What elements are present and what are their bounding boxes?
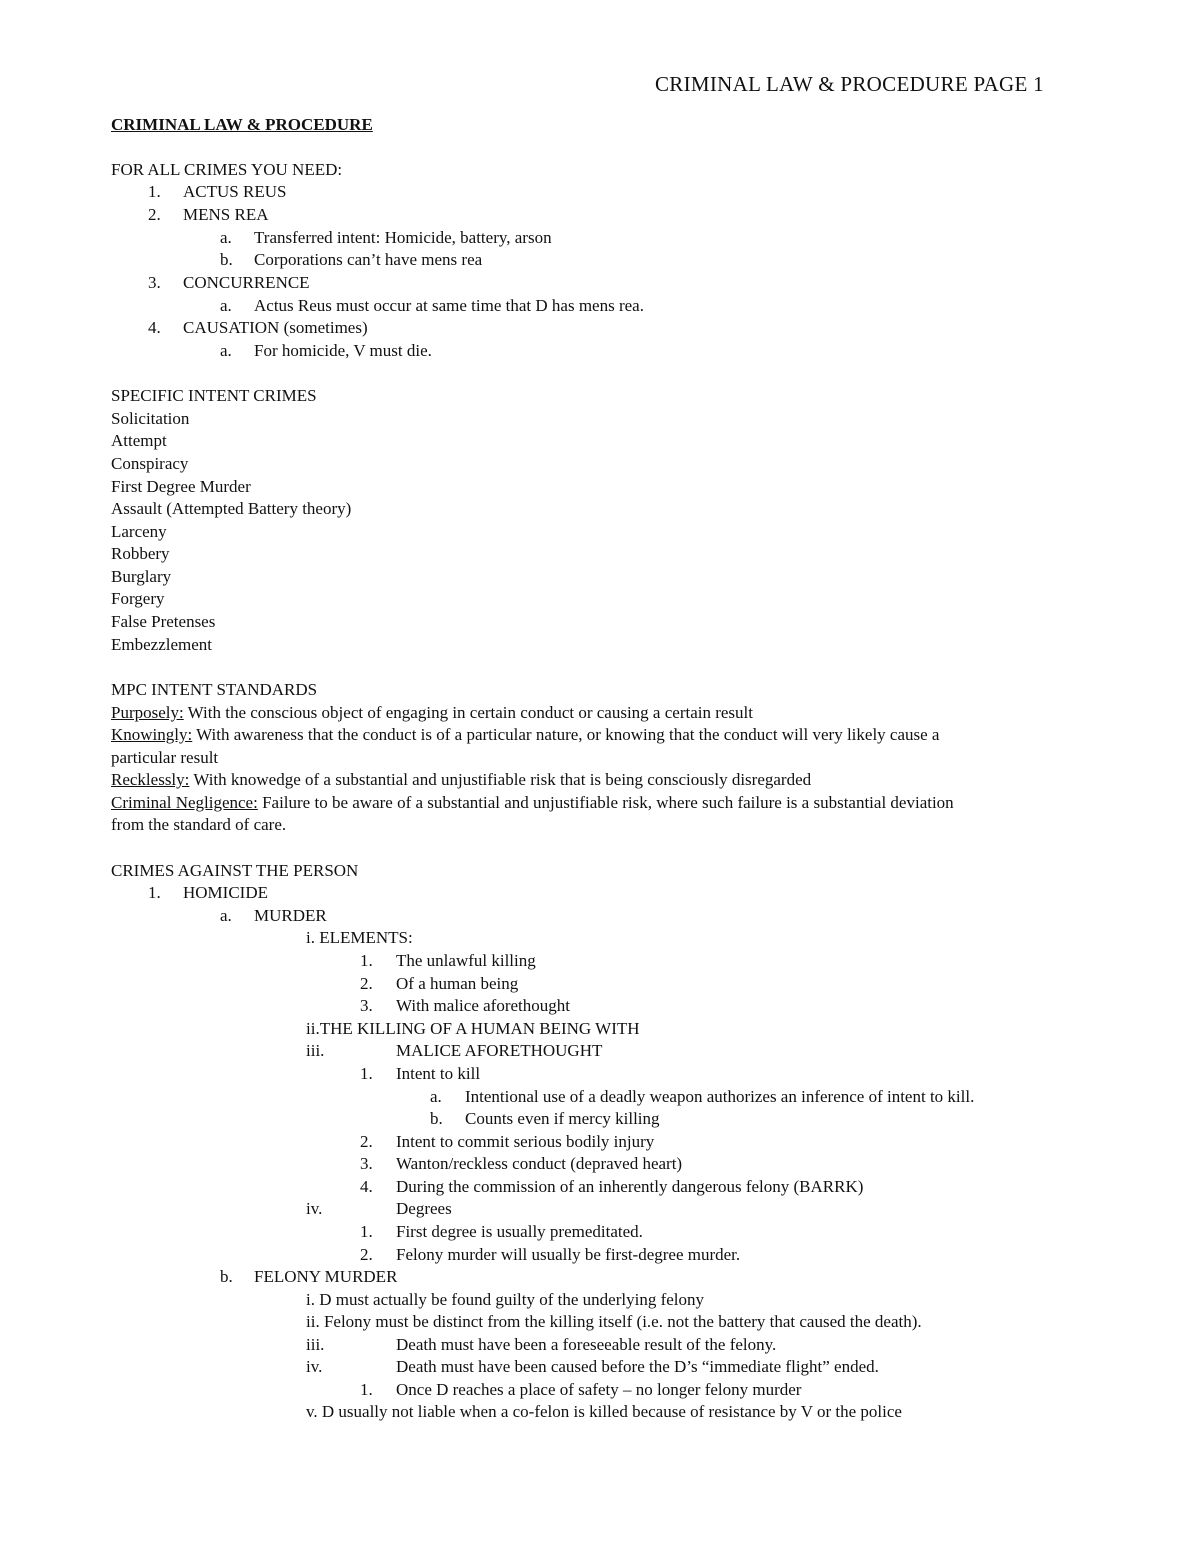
list-text: With malice aforethought [396, 996, 570, 1015]
list-marker: 2. [360, 1132, 373, 1151]
list-item [360, 1177, 863, 1197]
list-item [306, 1357, 879, 1377]
definition-continuation: particular result [111, 748, 219, 767]
list-item [220, 906, 327, 926]
list-item [148, 182, 286, 202]
list-item: Robbery [111, 544, 170, 563]
list-text: Of a human being [396, 974, 519, 993]
list-item [220, 1267, 397, 1287]
list-marker: 3. [360, 1154, 373, 1173]
list-item [306, 1335, 776, 1355]
list-text: Intentional use of a deadly weapon authorizes an inference of intent to kill. [465, 1087, 975, 1106]
list-marker: a. [220, 341, 232, 360]
list-item [360, 1064, 480, 1084]
list-text: ii. Felony must be distinct from the killing itself (i.e. not the battery that caused the death). [306, 1312, 922, 1331]
list-marker: 1. [148, 182, 161, 201]
document-title: CRIMINAL LAW & PROCEDURE [111, 115, 373, 134]
list-item [220, 296, 644, 316]
list-marker: iv. [306, 1357, 323, 1376]
list-text: For homicide, V must die. [254, 341, 432, 360]
list-item: Attempt [111, 431, 167, 450]
list-item [430, 1087, 974, 1107]
list-item [360, 974, 518, 994]
list-marker: 2. [360, 1245, 373, 1264]
list-text: FELONY MURDER [254, 1267, 398, 1286]
list-text: Corporations can’t have mens rea [254, 250, 483, 269]
list-text: ii.THE KILLING OF A HUMAN BEING WITH [306, 1019, 640, 1038]
definition-knowingly [111, 725, 939, 745]
list-item [306, 1199, 452, 1219]
list-marker: b. [220, 1267, 233, 1286]
list-marker: 3. [360, 996, 373, 1015]
list-item [220, 228, 552, 248]
list-text: MURDER [254, 906, 327, 925]
section-heading-person: CRIMES AGAINST THE PERSON [111, 861, 359, 880]
page-header: CRIMINAL LAW & PROCEDURE PAGE 1 [655, 72, 1044, 96]
list-text: Intent to commit serious bodily injury [396, 1132, 655, 1151]
list-item: Embezzlement [111, 635, 213, 654]
section-heading-mpc: MPC INTENT STANDARDS [111, 680, 318, 699]
list-item [148, 318, 368, 338]
section-heading-all-crimes: FOR ALL CRIMES YOU NEED: [111, 160, 343, 179]
list-item: Larceny [111, 522, 167, 541]
list-text: Death must have been a foreseeable result of the felony. [396, 1335, 777, 1354]
term: Knowingly: [111, 725, 193, 744]
list-item [220, 341, 432, 361]
list-text: Counts even if mercy killing [465, 1109, 660, 1128]
list-item: Forgery [111, 589, 165, 608]
list-item [360, 1380, 801, 1400]
list-item [306, 1402, 902, 1422]
term: Criminal Negligence: [111, 793, 258, 812]
list-marker: iv. [306, 1199, 323, 1218]
list-marker: 1. [148, 883, 161, 902]
list-marker: 4. [360, 1177, 373, 1196]
list-marker: a. [430, 1087, 442, 1106]
list-marker: a. [220, 906, 232, 925]
list-item [148, 273, 310, 293]
list-item [306, 1290, 704, 1310]
list-text: v. D usually not liable when a co-felon is killed because of resistance by V or the police [306, 1402, 902, 1421]
list-item: Solicitation [111, 409, 190, 428]
list-marker: 1. [360, 1222, 373, 1241]
list-item [306, 928, 413, 948]
list-text: Actus Reus must occur at same time that D has mens rea. [254, 296, 644, 315]
list-text: Intent to kill [396, 1064, 481, 1083]
list-marker: 2. [148, 205, 161, 224]
list-item [360, 1154, 682, 1174]
list-text: During the commission of an inherently dangerous felony (BARRK) [396, 1177, 864, 1196]
list-text: Felony murder will usually be first-degree murder. [396, 1245, 741, 1264]
list-text: CAUSATION (sometimes) [183, 318, 368, 337]
definition-text: With the conscious object of engaging in certain conduct or causing a certain result [183, 703, 753, 722]
list-item: Assault (Attempted Battery theory) [111, 499, 352, 518]
list-item [360, 1222, 643, 1242]
list-marker: b. [220, 250, 233, 269]
list-item [306, 1019, 640, 1039]
section-heading-specific-intent: SPECIFIC INTENT CRIMES [111, 386, 317, 405]
term: Recklessly: [111, 770, 190, 789]
list-text: Transferred intent: Homicide, battery, arson [254, 228, 552, 247]
list-item [306, 1312, 922, 1332]
list-marker: iii. [306, 1335, 325, 1354]
list-item [306, 1041, 602, 1061]
list-item [360, 996, 570, 1016]
list-item [148, 883, 268, 903]
definition-continuation: from the standard of care. [111, 815, 287, 834]
definition-text: With knowedge of a substantial and unjustifiable risk that is being consciously disregarded [189, 770, 812, 789]
list-marker: 1. [360, 1380, 373, 1399]
list-item [360, 1132, 654, 1152]
list-text: HOMICIDE [183, 883, 268, 902]
list-marker: 4. [148, 318, 161, 337]
list-text: First degree is usually premeditated. [396, 1222, 643, 1241]
definition-purposely [111, 703, 753, 723]
definition-text: With awareness that the conduct is of a particular nature, or knowing that the conduct will very likely cause a [192, 725, 940, 744]
list-marker: a. [220, 228, 232, 247]
list-text: Once D reaches a place of safety – no longer felony murder [396, 1380, 802, 1399]
list-item: Burglary [111, 567, 172, 586]
list-text: i. D must actually be found guilty of the underlying felony [306, 1290, 705, 1309]
list-marker: iii. [306, 1041, 325, 1060]
list-text: MALICE AFORETHOUGHT [396, 1041, 603, 1060]
list-item [148, 205, 268, 225]
definition-negligence [111, 793, 954, 813]
list-text: i. ELEMENTS: [306, 928, 413, 947]
list-marker: b. [430, 1109, 443, 1128]
list-marker: 1. [360, 951, 373, 970]
definition-recklessly [111, 770, 811, 790]
list-marker: 1. [360, 1064, 373, 1083]
list-item [360, 951, 536, 971]
list-text: Wanton/reckless conduct (depraved heart) [396, 1154, 683, 1173]
list-item [220, 250, 482, 270]
list-marker: 2. [360, 974, 373, 993]
list-marker: a. [220, 296, 232, 315]
list-text: The unlawful killing [396, 951, 536, 970]
list-marker: 3. [148, 273, 161, 292]
list-text: MENS REA [183, 205, 269, 224]
list-item: First Degree Murder [111, 477, 251, 496]
list-item [430, 1109, 660, 1129]
definition-text: Failure to be aware of a substantial and unjustifiable risk, where such failure is a substantial deviation [257, 793, 954, 812]
list-item [360, 1245, 740, 1265]
term: Purposely: [111, 703, 184, 722]
list-text: ACTUS REUS [183, 182, 287, 201]
list-item: Conspiracy [111, 454, 189, 473]
list-text: CONCURRENCE [183, 273, 310, 292]
list-text: Degrees [396, 1199, 452, 1218]
list-item: False Pretenses [111, 612, 216, 631]
list-text: Death must have been caused before the D’s “immediate flight” ended. [396, 1357, 879, 1376]
